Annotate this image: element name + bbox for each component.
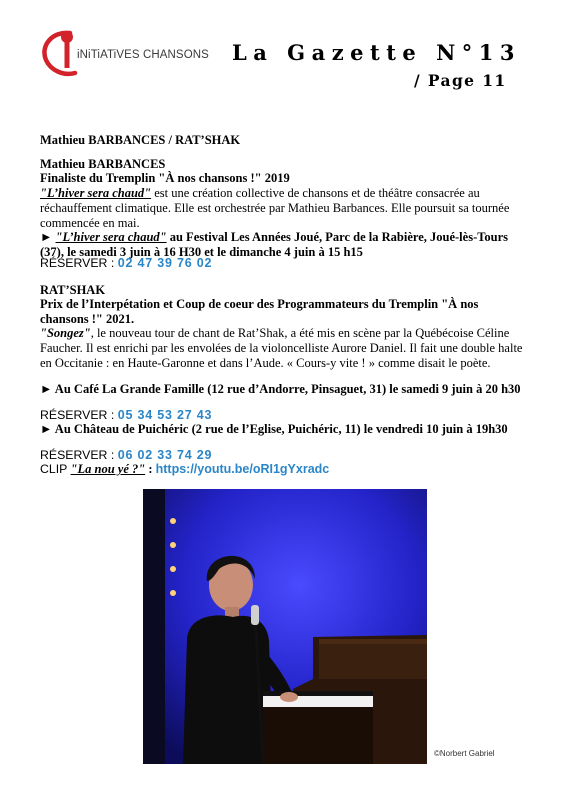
logo-text: iNiTiATiVES CHANSONS <box>77 49 209 61</box>
barbances-reserve <box>40 256 526 271</box>
page-number: / Page 11 <box>414 71 507 90</box>
reserve-label: RÉSERVER : <box>40 408 118 422</box>
barbances-event-text: au Festival Les Années Joué, Parc de la Rabière, Joué-lès-Tours (37), le samedi 3 juin à 16 H30 et le dimanche 4 juin à 15 h15 <box>40 230 509 259</box>
gazette-title: La Gazette N°13 <box>232 40 522 65</box>
ratshak-description-text: , le nouveau tour de chant de Rat’Shak, a été mis en scène par la Québécoise Céline Faucher. Il est enrichi par les envolées de la violoncelliste Aurore Daniel. Il fait une double halte en Occitanie : en Haute-Garonne et dans l’Aude. « Cours-y vite ! » comme disait le poète. <box>40 326 523 370</box>
ratshak-show-title: "Songez" <box>40 326 91 340</box>
reserve-phone-link[interactable]: 05 34 53 27 43 <box>117 408 213 422</box>
barbances-name: Mathieu BARBANCES <box>40 157 166 171</box>
barbances-description-text: est une création collective de chansons et de théâtre consacrée au réchauffement climatique. Elle est orchestrée par Mathieu Barbances. Elle poursuit sa tournée commencée en mai. <box>40 186 510 230</box>
clip-title: "La nou yé ?" <box>70 462 146 476</box>
concert-photo <box>143 489 427 764</box>
clip-label: CLIP <box>40 462 71 476</box>
ratshak-event-1: ► Au Café La Grande Famille (12 rue d’Andorre, Pinsaguet, 31) le samedi 9 juin à 20 h30 <box>40 382 521 396</box>
ratshak-reserve-2 <box>40 448 526 463</box>
reserve-phone-link[interactable]: 02 47 39 76 02 <box>117 256 213 270</box>
ratshak-reserve-1 <box>40 408 526 423</box>
reserve-label: RÉSERVER : <box>40 256 118 270</box>
barbances-event-title: "L’hiver sera chaud" <box>55 230 167 244</box>
ratshak-description <box>40 326 526 371</box>
reserve-label: RÉSERVER : <box>40 448 118 462</box>
article-heading: Mathieu BARBANCES / RAT’SHAK <box>40 133 241 147</box>
barbances-description <box>40 186 526 231</box>
ratshak-clip <box>40 462 526 477</box>
clip-separator: : <box>145 462 156 476</box>
barbances-award: Finaliste du Tremplin "À nos chansons !" 2019 <box>40 171 290 185</box>
clip-url-link[interactable]: https://youtu.be/oRI1gYxradc <box>155 462 330 476</box>
ratshak-event-2: ► Au Château de Puichéric (2 rue de l’Eglise, Puichéric, 11) le vendredi 10 juin à 19h30 <box>40 422 508 436</box>
reserve-phone-link[interactable]: 06 02 33 74 29 <box>117 448 213 462</box>
arrow-icon: ► <box>40 230 56 244</box>
ratshak-award: Prix de l’Interpétation et Coup de coeur des Programmateurs du Tremplin "À nos chansons !" 2021. <box>40 297 479 326</box>
photo-credit: ©Norbert Gabriel <box>434 749 495 758</box>
pianist-illustration <box>143 489 427 764</box>
ratshak-name: RAT’SHAK <box>40 283 106 297</box>
barbances-show-title: "L’hiver sera chaud" <box>40 186 152 200</box>
